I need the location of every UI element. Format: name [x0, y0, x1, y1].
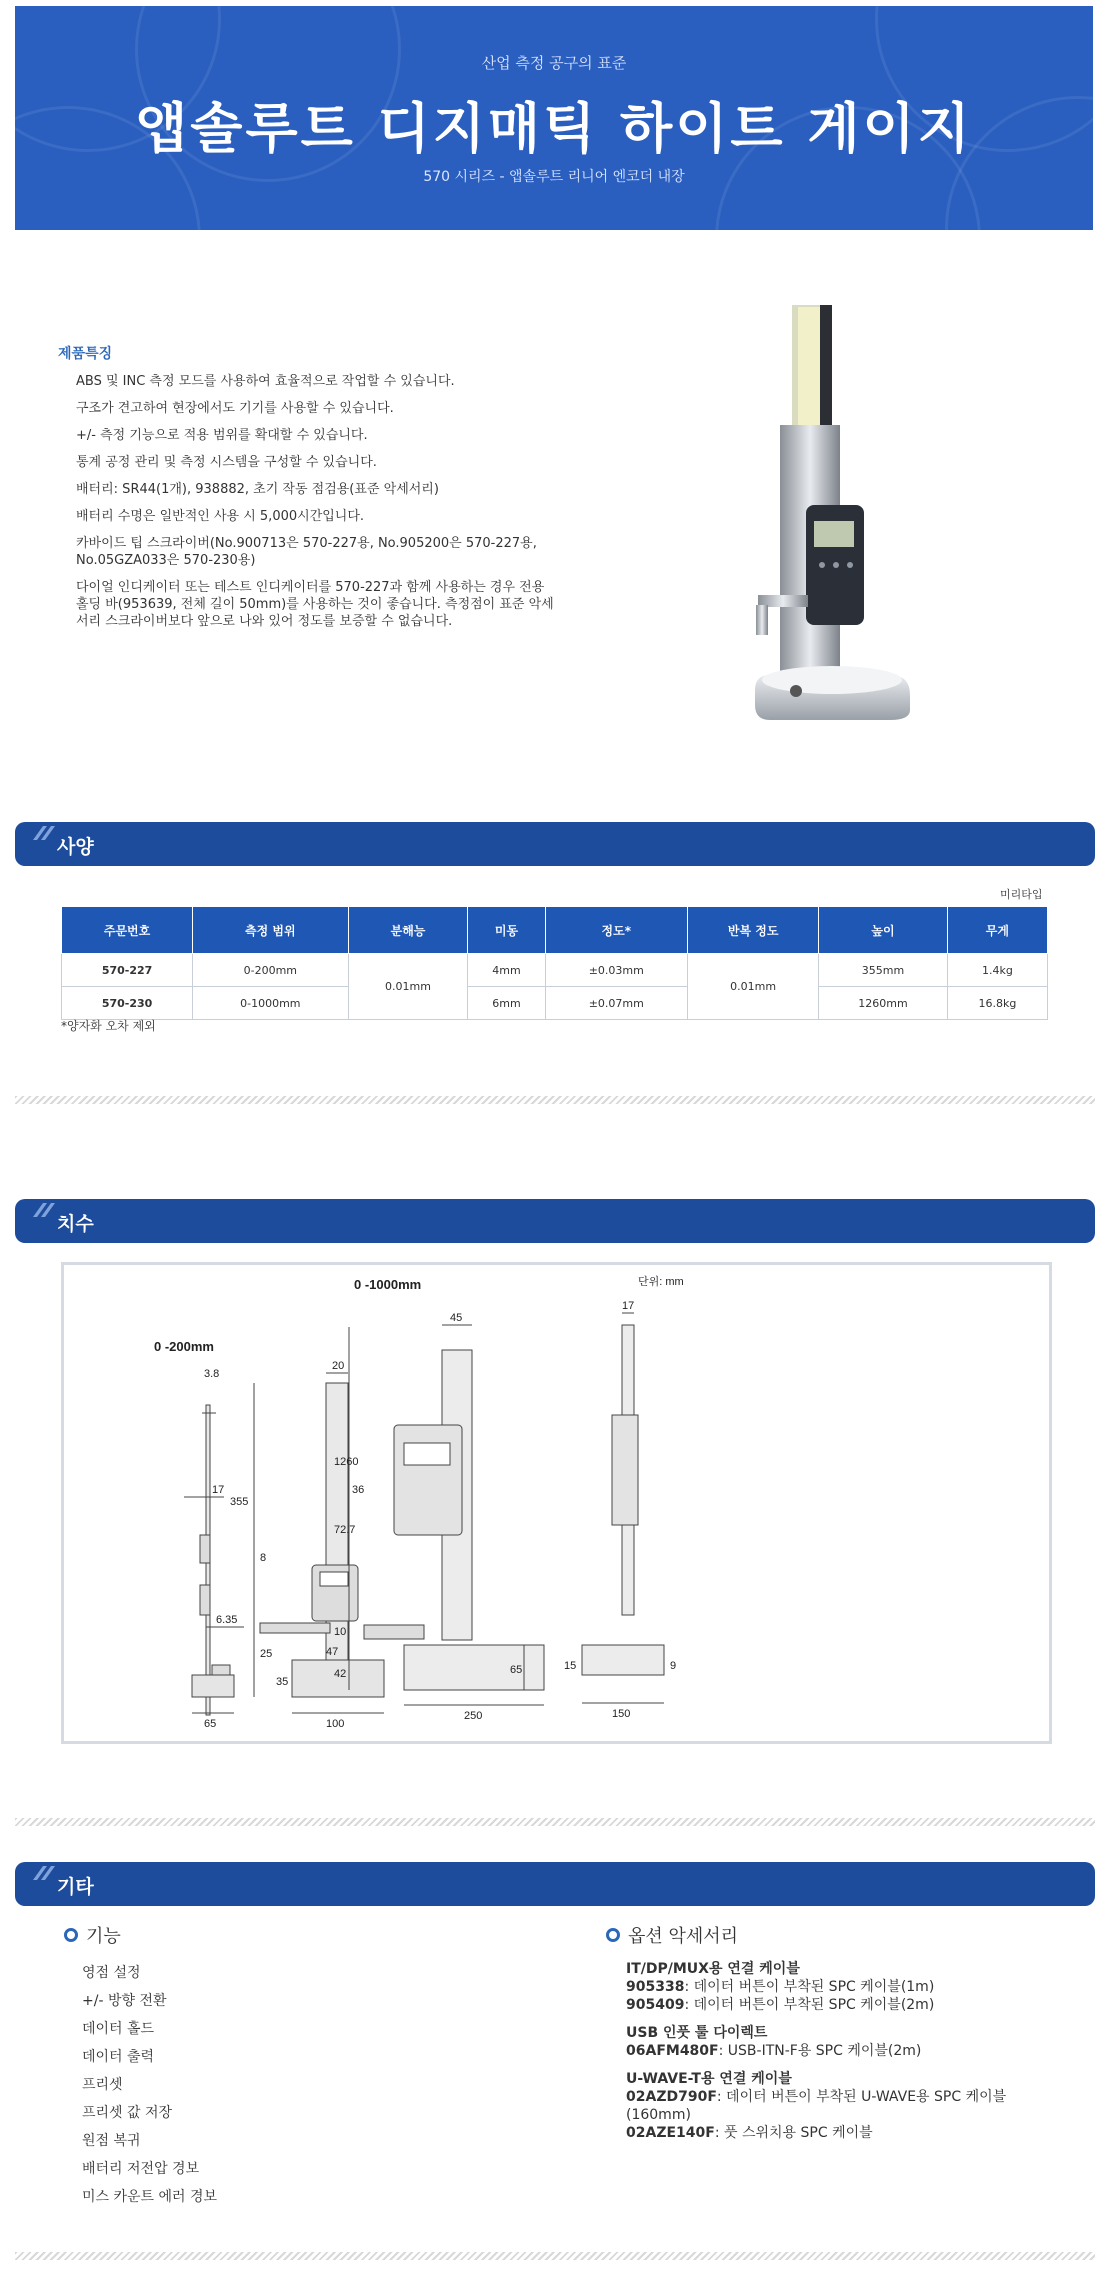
cell-range: 0-200mm: [193, 954, 348, 987]
feature-item: 배터리: SR44(1개), 938882, 초기 작동 점검용(표준 악세서리): [76, 482, 439, 497]
column-header: 미동: [468, 907, 545, 954]
column-header: 반복 정도: [688, 907, 819, 954]
cell-height: 1260mm: [819, 987, 948, 1020]
hero-title: 앱솔루트 디지매틱 하이트 게이지: [135, 97, 973, 160]
cell-range: 0-1000mm: [193, 987, 348, 1020]
section-bar-other: [15, 1862, 1095, 1906]
feature-item: ABS 및 INC 측정 모드를 사용하여 효율적으로 작업할 수 있습니다.: [76, 374, 455, 389]
accessory-desc: : 데이터 버튼이 부착된 U-WAVE용 SPC 케이블 (160mm): [626, 2089, 1007, 2123]
cell-accuracy: ±0.07mm: [545, 987, 688, 1020]
hero-banner: [15, 6, 1093, 230]
column-header: 높이: [819, 907, 948, 954]
list-item: 데이터 출력: [82, 2049, 155, 2065]
dim-label: 47: [326, 1646, 339, 1658]
table-row: [62, 954, 1048, 987]
dim-label: 72.7: [334, 1524, 356, 1536]
accessory-desc: : 데이터 버튼이 부착된 SPC 케이블(2m): [684, 1997, 935, 2013]
cell-weight: 1.4kg: [947, 954, 1047, 987]
hero-description: 570 시리즈 - 앱솔루트 리니어 엔코더 내장: [423, 169, 685, 185]
unit-note: 미리타입: [1000, 888, 1043, 901]
dim-label: 25: [260, 1648, 273, 1660]
cell-order: 570-230: [62, 987, 193, 1020]
features-list: [76, 373, 556, 640]
dim-label: 9: [670, 1660, 677, 1672]
feature-item: 카바이드 팁 스크라이버(No.900713은 570-227용, No.905200은 570-227용, No.05GZA033은 570-230용): [76, 536, 537, 568]
feature-item: 다이얼 인디케이터 또는 테스트 인디케이터를 570-227과 함께 사용하는 경우 전용 홀딩 바(953639, 전체 길이 50mm)를 사용하는 것이 좋습니다. 측정점이 표준 악세서리 스크라이버보다 앞으로 나와 있어 정도를 보증할 수 없습니다.: [76, 580, 554, 629]
accessory-code: 02AZD790F: [626, 2089, 717, 2105]
cell-weight: 16.8kg: [947, 987, 1047, 1020]
section-title: 치수: [57, 1213, 94, 1235]
divider: [15, 2252, 1095, 2260]
dim-label: 3.8: [204, 1368, 220, 1380]
dim-label: 42: [334, 1668, 347, 1680]
cell-order: 570-227: [62, 954, 193, 987]
column-header: 측정 범위: [193, 907, 348, 954]
accessory-desc: : USB-ITN-F용 SPC 케이블(2m): [718, 2043, 922, 2059]
dim-label: 45: [450, 1312, 463, 1324]
table-header-row: [62, 907, 1048, 954]
drawing-base: [192, 1675, 234, 1697]
section-bar-spec: [15, 822, 1095, 866]
accessories-list: [626, 1960, 1066, 2142]
cell-fine: 6mm: [468, 987, 545, 1020]
column-header: 무게: [947, 907, 1047, 954]
dim-label: 65: [510, 1664, 523, 1676]
accessory-code: 06AFM480F: [626, 2043, 719, 2059]
gauge-lcd: [814, 521, 854, 547]
spec-table: [61, 906, 1048, 1020]
model-label: 0 -1000mm: [354, 1277, 422, 1292]
stripe-icon: [33, 826, 57, 840]
cell-accuracy: ±0.03mm: [545, 954, 688, 987]
spec-footnote: *양자화 오차 제외: [61, 1019, 156, 1033]
feature-item: 구조가 견고하여 현장에서도 기기를 사용할 수 있습니다.: [76, 401, 394, 416]
accessory-item: [626, 1996, 1066, 2014]
dim-label: 20: [332, 1360, 345, 1372]
section-bar-dimensions: [15, 1199, 1095, 1243]
accessories-heading: [606, 1922, 738, 1948]
accessories-title: 옵션 악세서리: [628, 1926, 739, 1947]
accessory-group-title: IT/DP/MUX용 연결 케이블: [626, 1961, 800, 1977]
list-item: 원점 복귀: [82, 2133, 141, 2149]
dimension-drawing: [61, 1262, 1052, 1744]
accessory-code: 02AZE140F: [626, 2125, 715, 2141]
circle-bullet-icon: [606, 1928, 620, 1942]
list-item: 프리셋 값 저장: [82, 2105, 173, 2121]
dim-label: 100: [326, 1718, 345, 1730]
section-title: 기타: [57, 1876, 94, 1898]
stripe-icon: [33, 1203, 57, 1217]
column-header: 주문번호: [62, 907, 193, 954]
divider: [15, 1818, 1095, 1826]
feature-item: +/- 측정 기능으로 적용 범위를 확대할 수 있습니다.: [76, 428, 368, 443]
feature-item: 배터리 수명은 일반적인 사용 시 5,000시간입니다.: [76, 509, 365, 524]
dim-label: 17: [212, 1484, 225, 1496]
dim-label: 355: [230, 1496, 249, 1508]
cell-repeat: 0.01mm: [688, 954, 819, 1020]
circle-bullet-icon: [64, 1928, 78, 1942]
model-label: 0 -200mm: [154, 1339, 214, 1354]
dimension-svg: [64, 1265, 1049, 1741]
accessory-item: [626, 2124, 1066, 2142]
gauge-knob: [790, 685, 802, 697]
feature-item: 통계 공정 관리 및 측정 시스템을 구성할 수 있습니다.: [76, 455, 377, 470]
dim-label: 15: [564, 1660, 577, 1672]
accessory-desc: : 데이터 버튼이 부착된 SPC 케이블(1m): [684, 1979, 935, 1995]
dim-label: 17: [622, 1300, 635, 1312]
column-header: 정도*: [545, 907, 688, 954]
functions-list: [82, 1959, 217, 2211]
list-item: 데이터 홀드: [82, 2021, 155, 2037]
dim-label: 6.35: [216, 1614, 238, 1626]
product-image: [720, 295, 920, 755]
accessory-code: 905338: [626, 1979, 685, 1995]
functions-heading: [64, 1922, 121, 1948]
accessory-item: [626, 1978, 1066, 1996]
accessory-item: [626, 2088, 1066, 2124]
accessory-code: 905409: [626, 1997, 685, 2013]
list-item: 배터리 저전압 경보: [82, 2161, 200, 2177]
dim-label: 250: [464, 1710, 483, 1722]
gauge-scale: [798, 307, 820, 427]
dim-label: 65: [204, 1718, 217, 1730]
dim-label: 1260: [334, 1456, 359, 1468]
dim-label: 8: [260, 1552, 267, 1564]
cell-resolution: 0.01mm: [348, 954, 468, 1020]
list-item: 프리셋: [82, 2077, 123, 2093]
stripe-icon: [33, 1866, 57, 1880]
accessory-item: [626, 2042, 1066, 2060]
hero-subtitle: 산업 측정 공구의 표준: [481, 54, 627, 72]
list-item: +/- 방향 전환: [82, 1993, 167, 2009]
section-title: 사양: [57, 836, 94, 858]
dim-label: 36: [352, 1484, 365, 1496]
table-row: [62, 987, 1048, 1020]
cell-height: 355mm: [819, 954, 948, 987]
list-item: 영점 설정: [82, 1965, 141, 1981]
unit-label: 단위: mm: [638, 1276, 684, 1288]
accessory-group-title: USB 인풋 툴 다이렉트: [626, 2025, 768, 2041]
accessory-desc: : 풋 스위치용 SPC 케이블: [714, 2125, 873, 2141]
functions-title: 기능: [86, 1926, 121, 1947]
features-title: 제품특징: [58, 346, 113, 362]
dim-label: 10: [334, 1626, 347, 1638]
cell-fine: 4mm: [468, 954, 545, 987]
list-item: 미스 카운트 에러 경보: [82, 2189, 218, 2205]
dim-label: 150: [612, 1708, 631, 1720]
dim-label: 35: [276, 1676, 289, 1688]
divider: [15, 1096, 1095, 1104]
accessory-group-title: U-WAVE-T용 연결 케이블: [626, 2071, 792, 2087]
column-header: 분해능: [348, 907, 468, 954]
